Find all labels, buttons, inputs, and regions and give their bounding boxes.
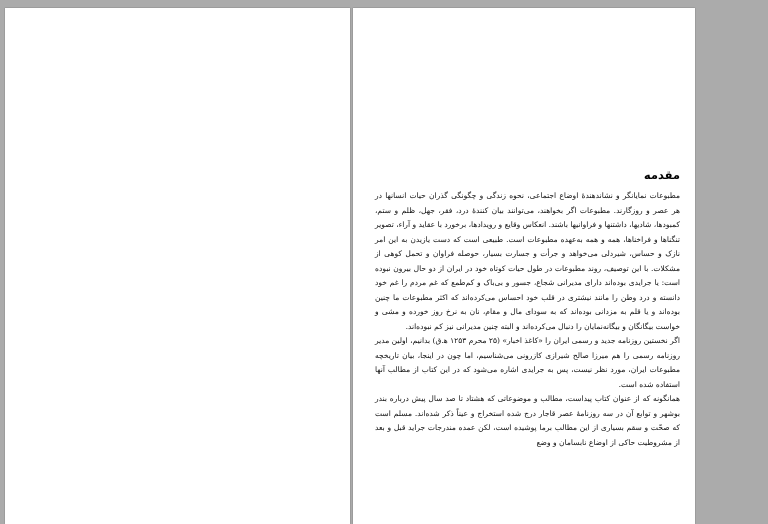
page-content bbox=[375, 168, 680, 450]
paragraph-2: اگر نخستین روزنامه جدید و رسمی ایران را «کاغذ اخبار» (۲۵ محرم ۱۲۵۳ ه‍.ق) بدانیم، اولین مدیر روزنامه رسمی را هم میرزا صالح شیرازی کازرونی می‌شناسیم، اما چون در اینجا، بیان تاریخچه مطبوعات ایران، مورد نظر نیست، پس به جرایدی اشاره می‌شود که در این کتاب از مطالب آنها استفاده شده است. bbox=[375, 336, 680, 389]
blank-left-page bbox=[5, 8, 350, 524]
section-heading: مقدمه bbox=[643, 168, 680, 182]
paragraph-1: مطبوعات نمایانگر و نشاندهندهٔ اوضاع اجتماعی، نحوه زندگی و چگونگی گذران حیات انسانها در هر عصر و روزگارند. مطبوعات اگر بخواهند، می‌توانند بیان کنندهٔ درد، فقر، جهل، ظلم و ستم، کمبودها، شادیها، داشتنها و فراوانیها باشند. انعکاس وقایع و رویدادها، برخورد با عقاید و آراء، تصویر تنگناها و فراخناها، همه و همه به‌عهده مطبوعات است. طبیعی است که دست یازیدن به این امر نازک و حساس، شیردلی می‌خواهد و جرأت و جسارت بسیار، حوصله فراوان و تحمل کوهی از مشکلات. با این توصیف، روند مطبوعات در طول حیات کوتاه خود در ایران از دو حال بیرون نبوده است: یا جرایدی بوده‌اند دارای مدیرانی شجاع، جسور و بی‌باک و کم‌طمع که غم مردم را غم خود دانسته و درد وطن را مانند نیشتری در قلب خود احساس می‌کرده‌اند که اکثر مطبوعات ما چنین بوده‌اند و یا قلم به مزدانی بوده‌اند که به سودای مال و مقام، نان به نرخ روز خورده و مشی و خواست بیگانگان و بیگانه‌نمایان را دنبال می‌کرده‌اند و البته چنین مدیرانی نیز کم نبوده‌اند. bbox=[375, 191, 680, 331]
text-page bbox=[353, 8, 695, 524]
paragraph-3: همانگونه که از عنوان کتاب پیداست، مطالب و موضوعاتی که هشتاد تا صد سال پیش درباره بندر بوشهر و توابع آن در سه روزنامهٔ عصر قاجار درج شده استخراج و عیناً ذکر شده‌اند. مسلم است که صحّت و سقم بسیاری از این مطالب برما پوشیده است، لکن عمده مندرجات جراید قبل و بعد از مشروطیت حاکی از اوضاع نابسامان و وضع bbox=[375, 394, 680, 447]
